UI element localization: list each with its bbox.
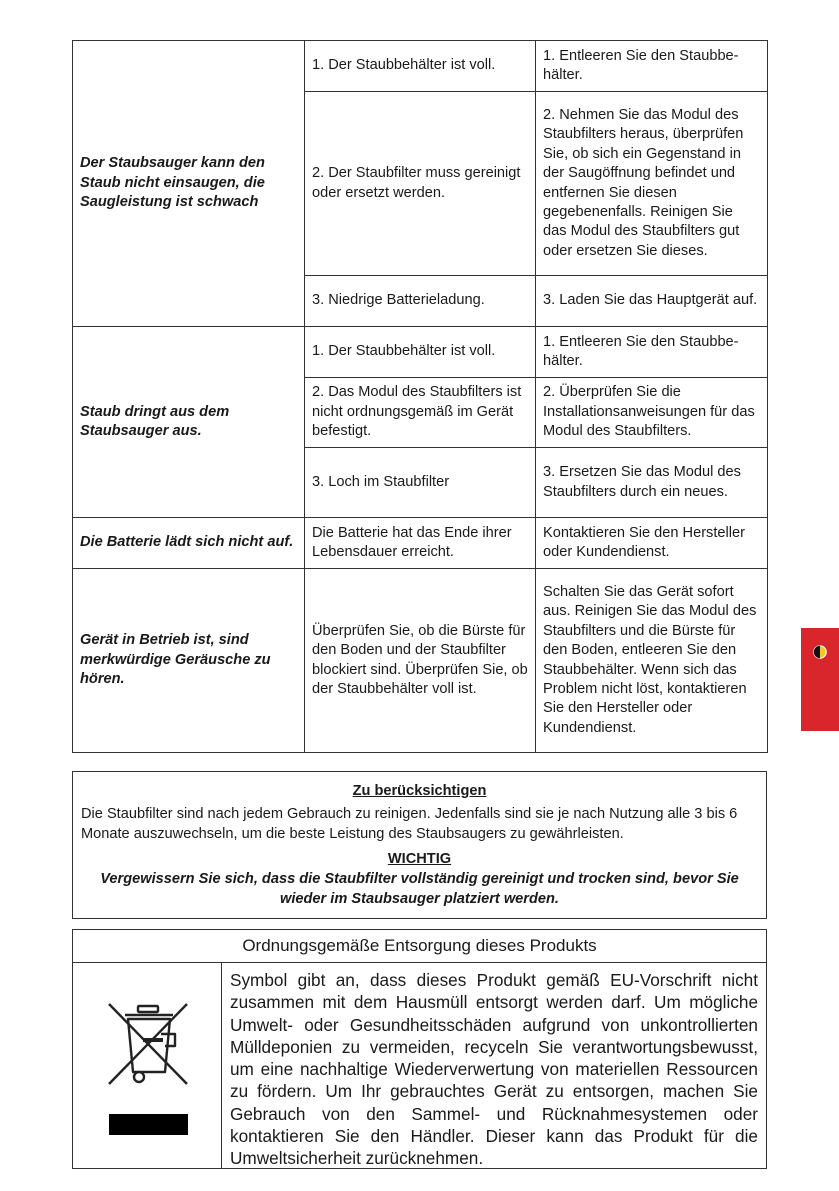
cause-cell: 3. Loch im Staubfilter: [305, 448, 536, 518]
cause-cell: 1. Der Staubbehälter ist voll.: [305, 327, 536, 378]
disposal-box: [72, 929, 767, 1169]
cause-cell: Überprüfen Sie, ob die Bürste für den Boden und der Staubfilter blockiert sind. Überprüfen Sie, ob der Staubbehälter voll ist.: [305, 569, 536, 753]
disposal-bar: [109, 1114, 188, 1135]
solution-cell: 3. Laden Sie das Hauptgerät auf.: [536, 276, 768, 327]
problem-cell: Gerät in Betrieb ist, sind merkwürdige Geräusche zu hören.: [73, 569, 305, 753]
disposal-text: Symbol gibt an, dass dieses Produkt gemäß EU-Vorschrift nicht zusammen mit dem Hausmüll entsorgt werden darf. Um mögliche Umwelt- oder Gesundheitsschäden aufgrund von unkontrollierten Mülldeponien zu vermeiden, recyceln Sie verantwortungsbewusst, um eine nachhaltige Wiederverwertung von materiellen Ressourcen zu fördern. Um Ihr gebrauchtes Gerät zu entsorgen, machen Sie Gebrauch von den Sammel- und Rücknahmesystemen oder kontaktieren Sie den Händler. Dieser kann das Produkt für die Umweltsicherheit zurücknehmen.: [230, 970, 758, 1169]
language-side-tab: [801, 628, 839, 731]
solution-cell: Kontaktieren Sie den Hersteller oder Kundendienst.: [536, 518, 768, 569]
solution-cell: 1. Entleeren Sie den Staubbe-hälter.: [536, 327, 768, 378]
problem-cell: Staub dringt aus dem Staubsauger aus.: [73, 327, 305, 518]
solution-cell: 1. Entleeren Sie den Staubbe-hälter.: [536, 41, 768, 92]
solution-cell: 3. Ersetzen Sie das Modul des Staubfilters durch ein neues.: [536, 448, 768, 518]
cause-cell: 3. Niedrige Batterieladung.: [305, 276, 536, 327]
note-heading: Zu berücksichtigen: [352, 783, 487, 799]
troubleshooting-table: [72, 40, 767, 751]
important-heading: WICHTIG: [387, 851, 452, 867]
language-flag-icon: [813, 645, 827, 659]
solution-cell: Schalten Sie das Gerät sofort aus. Reinigen Sie das Modul des Staubfilters und die Bürste für den Boden, entleeren Sie den Staubbehälter. Wenn sich das Problem nicht löst, kontaktieren Sie den Hersteller oder Kundendienst.: [536, 569, 768, 753]
crossed-out-wheelie-bin-icon: [103, 1000, 193, 1088]
cause-cell: 2. Das Modul des Staubfilters ist nicht ordnungsgemäß im Gerät befestigt.: [305, 378, 536, 448]
note-text: Die Staubfilter sind nach jedem Gebrauch zu reinigen. Jedenfalls sind sie je nach Nutzung alle 3 bis 6 Monate auszuwechseln, um die beste Leistung des Staubsaugers zu gewährleisten.: [81, 806, 738, 842]
solution-cell: 2. Nehmen Sie das Modul des Staubfilters heraus, überprüfen Sie, ob sich ein Gegenstand in der Saugöffnung befindet und entfernen Sie diesen gegebenenfalls. Reinigen Sie das Modul des Staubfilters gut oder ersetzen Sie dieses.: [536, 92, 768, 276]
solution-cell: 2. Überprüfen Sie die Installationsanweisungen für das Modul des Staubfilters.: [536, 378, 768, 448]
cause-cell: 1. Der Staubbehälter ist voll.: [305, 41, 536, 92]
cause-cell: Die Batterie hat das Ende ihrer Lebensdauer erreicht.: [305, 518, 536, 569]
disposal-title: Ordnungsgemäße Entsorgung dieses Produkts: [73, 930, 766, 963]
important-text: Vergewissern Sie sich, dass die Staubfilter vollständig gereinigt und trocken sind, bevor Sie wieder im Staubsauger platziert werden.: [100, 871, 739, 907]
cause-cell: 2. Der Staubfilter muss gereinigt oder ersetzt werden.: [305, 92, 536, 276]
disposal-icon-cell: [73, 963, 222, 1169]
note-box: [72, 771, 767, 919]
problem-cell: Die Batterie lädt sich nicht auf.: [73, 518, 305, 569]
problem-cell: Der Staubsauger kann den Staub nicht einsaugen, die Saugleistung ist schwach: [73, 41, 305, 327]
